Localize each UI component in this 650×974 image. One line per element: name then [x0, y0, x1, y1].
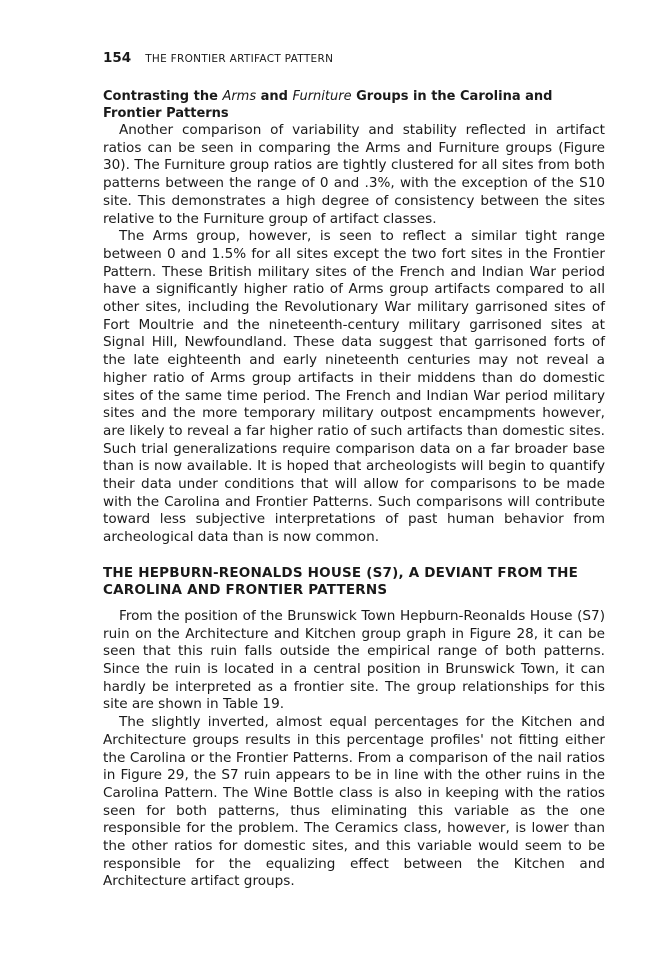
- section-heading: THE HEPBURN-REONALDS HOUSE (S7), A DEVIANT FROM THE CAROLINA AND FRONTIER PATTERNS: [103, 564, 578, 598]
- body-paragraph: From the position of the Brunswick Town Hepburn-Reonalds House (S7) ruin on the Architecture and Kitchen group graph in Figure 28, it can be seen that this ruin falls outside the empirical range of both patterns. Since the ruin is located in a central position in Brunswick Town, it can hardly be interpreted as a frontier site. The group relationships for this site are shown in Table 19.: [103, 607, 605, 713]
- running-head: [103, 50, 605, 72]
- subsection-heading: [103, 88, 605, 122]
- subsection-heading-part: Groups in the Carolina and Frontier Patterns: [103, 89, 553, 121]
- subsection-heading-part: and: [256, 89, 293, 104]
- subsection-heading-part: Arms: [222, 89, 257, 104]
- book-page: [103, 50, 605, 891]
- body-paragraph: The slightly inverted, almost equal percentages for the Kitchen and Architecture groups results in this percentage profiles' not fitting either the Carolina or the Frontier Patterns. From a comparison of the nail ratios in Figure 29, the S7 ruin appears to be in line with the other ruins in the Carolina Pattern. The Wine Bottle class is also in keeping with the ratios seen for both patterns, thus eliminating this variable as the one responsible for the problem. The Ceramics class, however, is lower than the other ratios for domestic sites, and this variable would seem to be responsible for the equalizing effect between the Kitchen and Architecture artifact groups.: [103, 714, 605, 890]
- running-title: THE FRONTIER ARTIFACT PATTERN: [145, 53, 334, 65]
- subsection-heading-part: Furniture: [292, 89, 352, 104]
- page-number: 154: [103, 50, 132, 66]
- body-paragraph: The Arms group, however, is seen to reflect a similar tight range between 0 and 1.5% for all sites except the two fort sites in the Frontier Pattern. These British military sites of the French and Indian War period have a significantly higher ratio of Arms group artifacts compared to all other sites, including the Revolutionary War military garrisoned sites of Fort Moultrie and the nineteenth-century military garrisoned sites at Signal Hill, Newfoundland. These data suggest that garrisoned forts of the late eighteenth and early nineteenth centuries may not reveal a higher ratio of Arms group artifacts in their middens than do domestic sites of the same time period. The French and Indian War period military sites and the more temporary military outpost encampments however, are likely to reveal a far higher ratio of such artifacts than domestic sites. Such trial generalizations require comparison data on a far broader base than is now available. It is hoped that archeologists will begin to quantify their data under conditions that will allow for comparisons to be made with the Carolina and Frontier Patterns. Such comparisons will contribute toward less subjective interpretations of past human behavior from archeological data than is now common.: [103, 228, 605, 546]
- subsection-heading-part: Contrasting the: [103, 89, 223, 104]
- body-paragraph: Another comparison of variability and stability reflected in artifact ratios can be seen in comparing the Arms and Furniture groups (Figure 30). The Furniture group ratios are tightly clustered for all sites from both patterns between the range of 0 and .3%, with the exception of the S10 site. This demonstrates a high degree of consistency between the sites relative to the Furniture group of artifact classes.: [103, 122, 605, 227]
